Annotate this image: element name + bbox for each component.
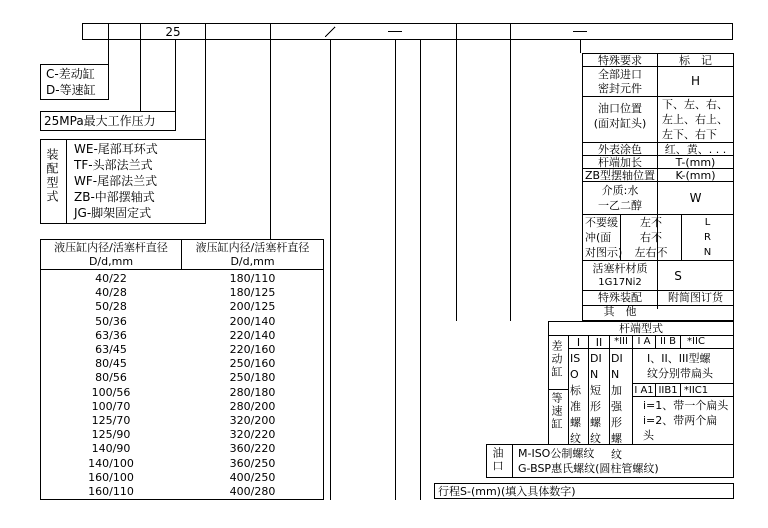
- rod-thread-desc2-line1: i=1、带一个扁头: [643, 399, 729, 412]
- rod-material-mark: S: [674, 269, 682, 283]
- mounting-option-tf: TF-头部法兰式: [74, 158, 153, 172]
- bore-row-left: 50/36: [95, 315, 127, 328]
- bore-row-left: 125/90: [91, 428, 131, 441]
- rod-thread-col-iic: *IIC: [687, 336, 705, 347]
- medium-label-2: 一乙二醇: [598, 199, 642, 212]
- bore-row-right: 400/280: [229, 485, 276, 498]
- rod-thread-iso-text: ISO标准螺纹: [570, 352, 581, 445]
- assembly-mark: 附简图订货: [668, 291, 723, 304]
- cushion-label-1: 不要缓: [585, 216, 618, 229]
- bore-row-left: 140/90: [91, 442, 131, 455]
- paint-mark: 红、黄、. . .: [664, 143, 727, 156]
- oil-port-label: 油口: [491, 447, 504, 473]
- bore-row-right: 180/110: [229, 272, 276, 285]
- cushion-mark-n: N: [703, 247, 712, 258]
- bore-row-left: 40/28: [95, 286, 127, 299]
- rod-thread-sub-iic1: *IIC1: [683, 385, 709, 396]
- bore-row-right: 280/180: [229, 386, 276, 399]
- bore-row-left: 140/100: [88, 457, 134, 470]
- assembly-label: 特殊装配: [598, 291, 642, 304]
- mounting-option-jg: JG-脚架固定式: [74, 206, 152, 220]
- rod-thread-title: 杆端型式: [619, 322, 663, 335]
- port-label-1: 油口位置: [598, 102, 642, 115]
- mounting-title: 装配型式: [45, 148, 59, 204]
- bore-row-left: 160/110: [88, 485, 134, 498]
- bore-row-left: 125/70: [91, 414, 131, 427]
- bore-row-right: 360/250: [229, 457, 276, 470]
- rod-thread-sub-iib1: IIB1: [658, 385, 678, 396]
- bore-table-header-left: 液压缸内径/活塞杆直径: [54, 241, 168, 254]
- bore-row-left: 63/36: [95, 329, 127, 342]
- port-mark-2: 左上、右上、: [662, 113, 728, 126]
- bore-row-left: 50/28: [95, 300, 127, 313]
- seal-mark: H: [690, 74, 701, 88]
- cushion-mark-l: L: [704, 217, 711, 228]
- rod-thread-col-ia: I A: [637, 336, 651, 347]
- bore-row-left: 80/45: [95, 357, 127, 370]
- mounting-option-zb: ZB-中部摆轴式: [74, 190, 155, 204]
- rod-thread-desc2-line3: 头: [643, 429, 654, 442]
- zb-pos-label: ZB型摆轴位置: [584, 169, 656, 182]
- mounting-option-wf: WF-尾部法兰式: [74, 174, 158, 188]
- code-pressure-field: 25: [165, 25, 181, 39]
- special-col-head: 特殊要求: [598, 54, 642, 67]
- cylinder-type-line-1: C-差动缸: [46, 67, 95, 81]
- bore-row-left: 160/100: [88, 471, 134, 484]
- rod-thread-sub-ia1: I A1: [634, 385, 654, 396]
- cushion-opt-left: 左不: [640, 216, 662, 229]
- bore-table-header-right: 液压缸内径/活塞杆直径: [195, 241, 310, 254]
- port-mark-1: 下、左、右、: [662, 98, 728, 111]
- stroke-label: 行程S-(mm)(填入具体数字): [438, 485, 576, 498]
- bore-row-right: 320/220: [229, 428, 276, 441]
- rod-thread-equal-label: 等速缸: [550, 392, 563, 431]
- bore-row-right: 320/200: [229, 414, 276, 427]
- rod-thread-desc1-line2: 纹分别带扁头: [647, 367, 713, 380]
- bore-row-right: 250/160: [229, 357, 276, 370]
- rod-thread-desc1-line1: I、II、III型螺: [647, 352, 711, 365]
- paint-label: 外表涂色: [598, 143, 642, 156]
- seal-label-2: 密封元件: [598, 82, 642, 95]
- rod-thread-col-i: I: [576, 336, 581, 349]
- cylinder-type-line-2: D-等速缸: [46, 83, 96, 97]
- rod-thread-diff-label: 差动缸: [550, 340, 563, 379]
- cushion-label-3: 对图示): [585, 246, 623, 259]
- rod-material-label-2: 1G17Ni2: [598, 277, 642, 288]
- cushion-opt-right: 右不: [640, 231, 662, 244]
- other-label: 其 他: [603, 305, 637, 318]
- bore-row-right: 280/200: [229, 400, 276, 413]
- bore-row-left: 40/22: [95, 272, 127, 285]
- seal-label-1: 全部进口: [598, 68, 642, 81]
- oil-port-bsp: G-BSP惠氏螺纹(圆柱管螺纹): [518, 462, 659, 475]
- bore-row-right: 250/180: [229, 371, 276, 384]
- rod-ext-mark: T-(mm): [675, 156, 716, 169]
- pressure-label: 25MPa最大工作压力: [44, 114, 156, 128]
- cushion-mark-r: R: [704, 232, 711, 243]
- bore-row-left: 100/70: [91, 400, 131, 413]
- rod-ext-label: 杆端加长: [598, 156, 642, 169]
- port-label-2: (面对缸头): [593, 117, 647, 130]
- special-mark-head: 标 记: [679, 54, 712, 67]
- bore-row-right: 180/125: [229, 286, 276, 299]
- oil-port-metric: M-ISO公制螺纹: [518, 447, 595, 460]
- rod-thread-col-ii: II: [595, 336, 603, 349]
- rod-material-label-1: 活塞杆材质: [592, 262, 648, 275]
- rod-thread-din-strong-text: DIN加强形螺纹: [611, 352, 623, 461]
- bore-table-unit-right: D/d,mm: [230, 255, 275, 268]
- rod-thread-din-short-text: DIN短形螺纹: [590, 352, 602, 445]
- rod-thread-col-iii: *III: [614, 336, 628, 347]
- bore-row-right: 400/250: [229, 471, 276, 484]
- bore-table-unit-left: D/d,mm: [88, 255, 134, 268]
- cushion-opt-both: 左右不: [634, 246, 668, 259]
- port-mark-3: 左下、右下: [662, 128, 717, 141]
- bore-row-right: 200/125: [229, 300, 276, 313]
- medium-mark: W: [689, 191, 702, 205]
- bore-row-right: 220/160: [229, 343, 276, 356]
- cushion-label-2: 冲(面: [585, 231, 612, 244]
- bore-row-right: 220/140: [229, 329, 276, 342]
- bore-row-left: 63/45: [95, 343, 127, 356]
- mounting-option-we: WE-尾部耳环式: [74, 142, 158, 156]
- bore-row-left: 100/56: [91, 386, 131, 399]
- rod-thread-desc2-line2: i=2、带两个扁: [643, 414, 718, 427]
- zb-pos-mark: K-(mm): [675, 169, 716, 182]
- bore-row-left: 80/56: [95, 371, 127, 384]
- rod-thread-col-iib: II B: [660, 336, 676, 347]
- bore-row-right: 360/220: [229, 442, 276, 455]
- medium-label-1: 介质:水: [601, 184, 639, 197]
- bore-row-right: 200/140: [229, 315, 276, 328]
